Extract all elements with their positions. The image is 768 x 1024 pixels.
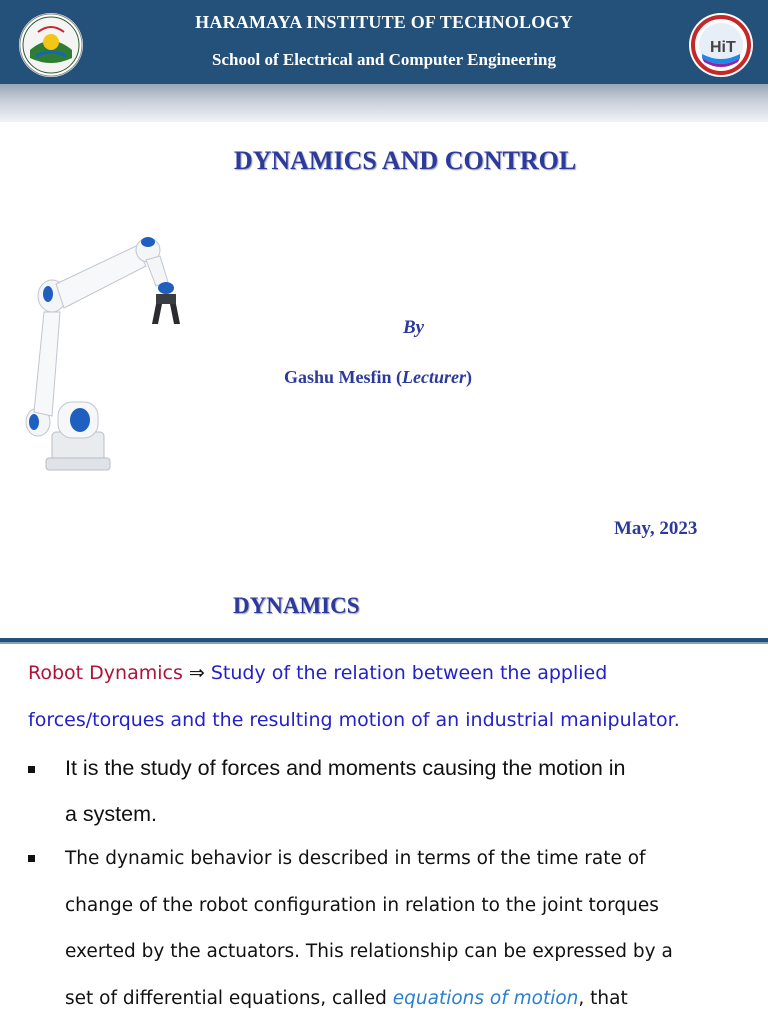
presentation-date: May, 2023 — [614, 518, 698, 539]
bullet-2-line-4 — [65, 976, 755, 1023]
bullet-2 — [65, 836, 755, 1022]
equations-of-motion-term: equations of motion — [392, 987, 579, 1009]
deck-title: DYNAMICS AND CONTROL — [233, 146, 577, 175]
robot-arm-image — [24, 232, 200, 478]
implies-arrow: ⇒ — [188, 662, 205, 684]
bullet-square-icon — [28, 766, 35, 773]
bullet-2-line-4-start: set of differential equations, called — [65, 987, 387, 1009]
institution-name: HARAMAYA INSTITUTE OF TECHNOLOGY — [195, 12, 573, 32]
definition-text-1: Study of the relation between the applied — [210, 662, 608, 684]
author-role: Lecturer — [402, 367, 467, 387]
title-rule — [0, 638, 768, 644]
bullet-1 — [65, 745, 755, 837]
bullet-2-line-1: The dynamic behavior is described in terms of the time rate of — [65, 848, 646, 869]
author-name: Gashu Mesfin — [284, 367, 392, 387]
bullet-2-line-3: exerted by the actuators. This relationship can be expressed by a — [65, 941, 673, 962]
by-label: By — [403, 317, 425, 338]
svg-text:HiT: HiT — [710, 39, 736, 56]
bullet-square-icon — [28, 855, 35, 862]
definition-term: Robot Dynamics — [28, 662, 183, 684]
bullet-1-line-1: It is the study of forces and moments causing the motion in — [65, 756, 626, 780]
bullet-2-line-2: change of the robot configuration in relation to the joint torques — [65, 894, 659, 916]
bullet-1-line-2: a system. — [65, 802, 157, 826]
bullet-2-line-4-end: , that — [578, 987, 628, 1009]
definition-line-2: forces/torques and the resulting motion of an industrial manipulator. — [28, 709, 680, 731]
header-shadow — [0, 84, 768, 122]
school-name: School of Electrical and Computer Engineering — [212, 50, 556, 69]
section-title: DYNAMICS — [233, 593, 360, 618]
content-slide — [0, 576, 768, 1024]
author-line: Gashu Mesfin (Lecturer) — [284, 367, 473, 387]
definition-line-1 — [28, 662, 607, 684]
